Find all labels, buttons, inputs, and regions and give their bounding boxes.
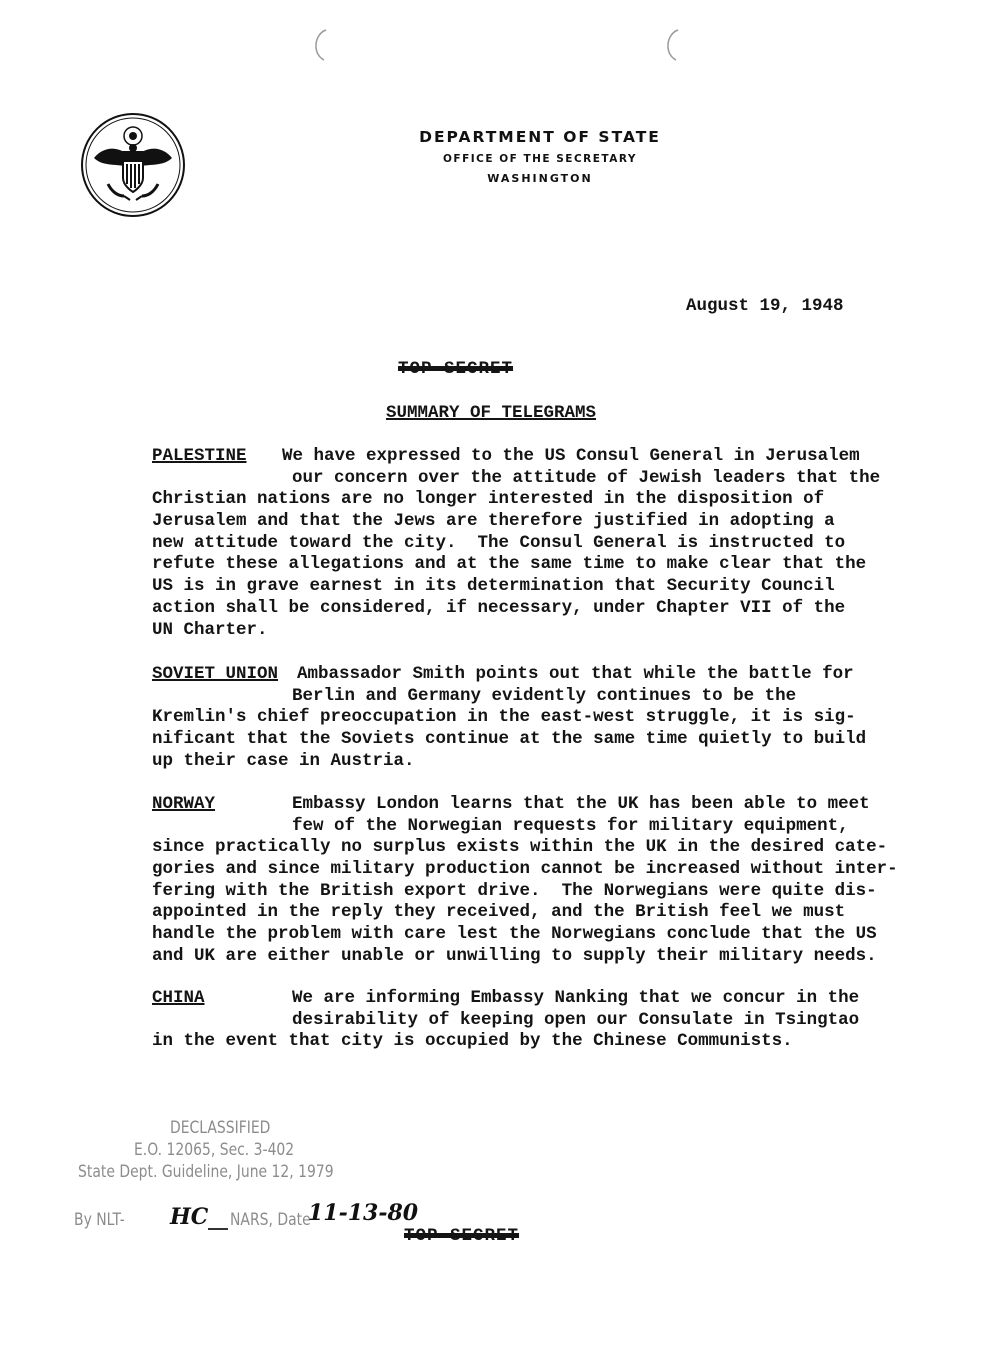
section-heading: SOVIET UNION	[152, 664, 279, 684]
section-line: Christian nations are no longer interested in the disposition of	[152, 489, 825, 510]
section-palestine	[152, 446, 892, 641]
punch-hole-icon	[308, 28, 330, 62]
letterhead-city: WASHINGTON	[487, 172, 593, 185]
section-line: in the event that city is occupied by the Chinese Communists.	[152, 1031, 793, 1052]
section-heading: PALESTINE	[152, 446, 247, 466]
section-first-line: Embassy London learns that the UK has been able to meet	[292, 794, 870, 814]
section-line: UN Charter.	[152, 619, 268, 640]
section-first-line: Ambassador Smith points out that while the battle for	[297, 664, 854, 684]
section-line: few of the Norwegian requests for military equipment,	[292, 815, 849, 836]
section-line: handle the problem with care lest the Norwegians conclude that the US	[152, 924, 877, 945]
section-line: refute these allegations and at the same time to make clear that the	[152, 554, 867, 575]
letterhead-department: DEPARTMENT OF STATE	[419, 128, 661, 146]
section-heading: CHINA	[152, 988, 205, 1008]
section-line: gories and since military production cannot be increased without inter-	[152, 859, 898, 880]
section-line: action shall be considered, if necessary, under Chapter VII of the	[152, 597, 846, 618]
section-line: fering with the British export drive. The Norwegians were quite dis-	[152, 880, 877, 901]
section-line: desirability of keeping open our Consulate in Tsingtao	[292, 1009, 860, 1030]
declass-line: E.O. 12065, Sec. 3-402	[134, 1140, 295, 1160]
section-line: our concern over the attitude of Jewish leaders that the	[292, 467, 881, 488]
section-line: up their case in Austria.	[152, 750, 415, 771]
classification-stamp-bottom: TOP SECRET	[404, 1226, 520, 1246]
punch-hole-icon	[660, 28, 682, 62]
section-line: since practically no surplus exists within the UK in the desired cate-	[152, 837, 888, 858]
section-line: US is in grave earnest in its determination that Security Council	[152, 576, 835, 597]
signature-line	[208, 1228, 228, 1230]
handwritten-initials: HC	[170, 1204, 209, 1230]
section-first-line: We have expressed to the US Consul General in Jerusalem	[282, 446, 860, 466]
handwritten-date: 11-13-80	[308, 1200, 419, 1226]
section-china	[152, 988, 892, 1053]
declass-line: DECLASSIFIED	[170, 1118, 271, 1138]
section-first-line: We are informing Embassy Nanking that we concur in the	[292, 988, 860, 1008]
section-line: Kremlin's chief preoccupation in the east-west struggle, it is sig-	[152, 707, 856, 728]
section-line: and UK are either unable or unwilling to supply their military needs.	[152, 945, 877, 966]
summary-title: SUMMARY OF TELEGRAMS	[386, 403, 597, 423]
classification-stamp-top: TOP SECRET	[398, 359, 514, 379]
department-of-state-seal-icon	[80, 112, 186, 218]
section-line: new attitude toward the city. The Consul General is instructed to	[152, 532, 846, 553]
letterhead	[340, 126, 740, 188]
section-norway	[152, 794, 898, 968]
declass-nars-date: NARS, Date	[230, 1210, 311, 1230]
section-soviet-union	[152, 664, 892, 772]
document-date: August 19, 1948	[686, 296, 844, 316]
declass-prefix: By NLT-	[74, 1210, 125, 1230]
section-heading: NORWAY	[152, 794, 216, 814]
letterhead-office: OFFICE OF THE SECRETARY	[442, 153, 638, 165]
section-line: nificant that the Soviets continue at the same time quietly to build	[152, 729, 867, 750]
section-line: Jerusalem and that the Jews are therefore justified in adopting a	[152, 511, 835, 532]
section-line: Berlin and Germany evidently continues to be the	[292, 685, 797, 706]
section-line: appointed in the reply they received, and the British feel we must	[152, 902, 846, 923]
declass-line: State Dept. Guideline, June 12, 1979	[78, 1162, 334, 1182]
